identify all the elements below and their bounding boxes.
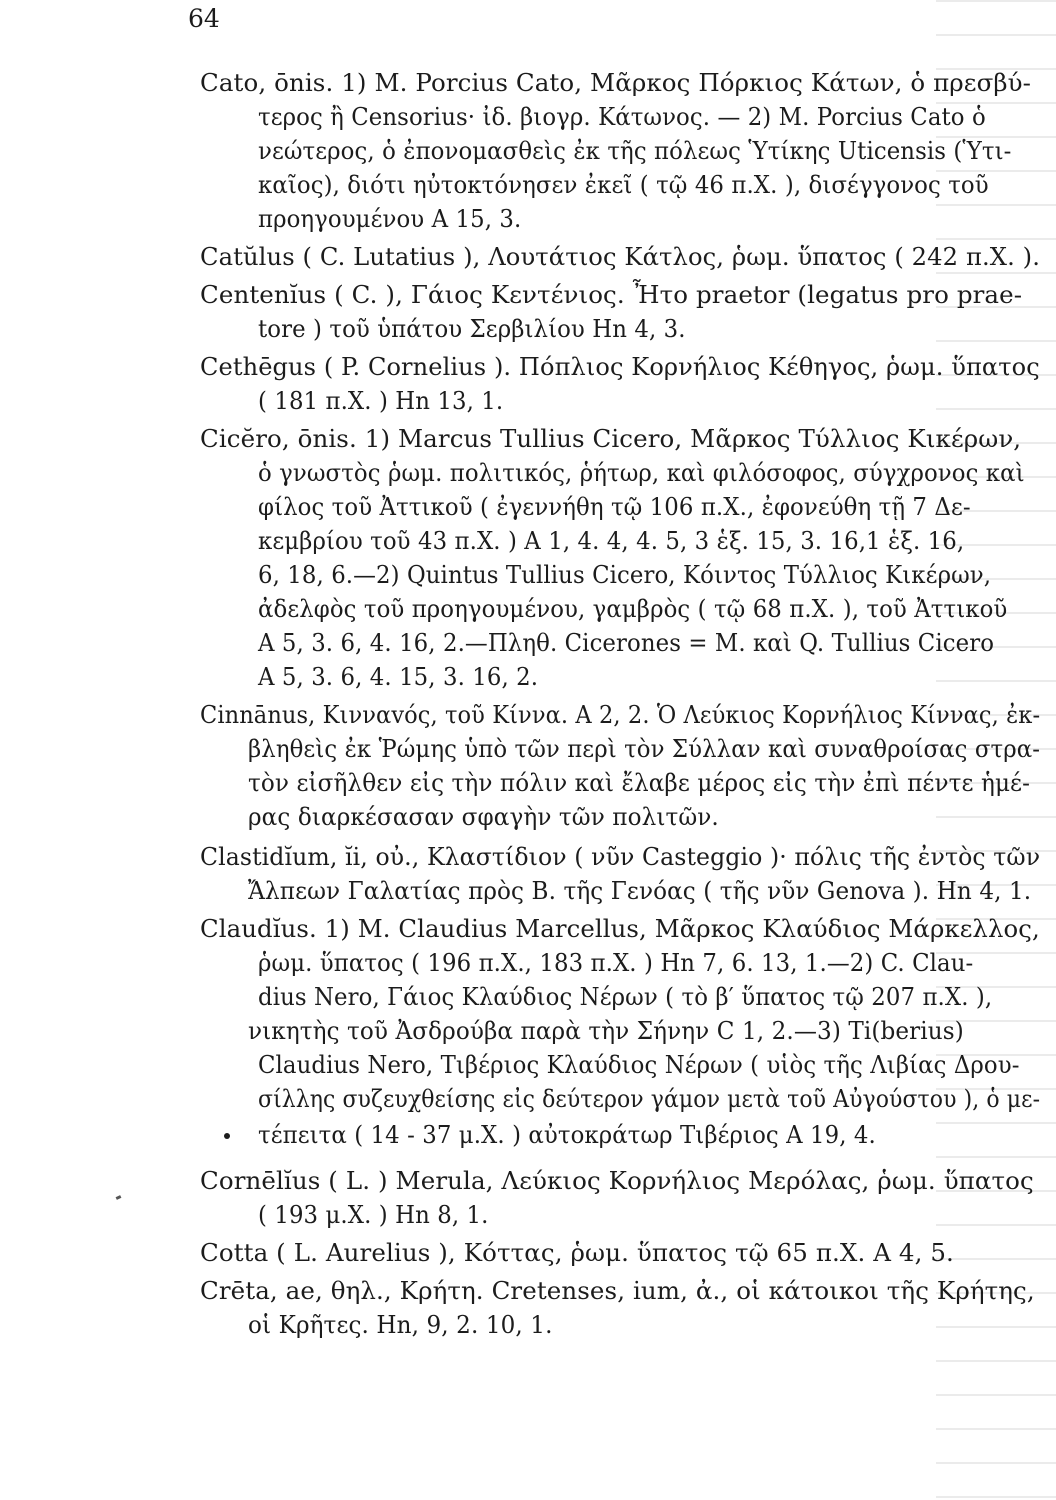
entry-claudius-line-3: dius Nero, Γάιος Κλαύδιος Νέρων ( τὸ β′ ὕπατος τῷ 207 π.Χ. ), — [258, 982, 993, 1011]
entry-claudius-line-6: σίλλης συζευχθείσης εἰς δεύτερον γάμον μετὰ τοῦ Αὐγούστου ), ὁ με- — [258, 1084, 1041, 1113]
entry-claudius-line-4: νικητὴς τοῦ Ἀσδρούβα παρὰ τὴν Σήνην C 1, 2.—3) Ti(berius) — [248, 1016, 964, 1045]
bleed-through-shadow — [936, 0, 1056, 1500]
entry-clastidium-line-2: Ἄλπεων Γαλατίας πρὸς B. τῆς Γενόας ( τῆς νῦν Genova ). Hn 4, 1. — [248, 876, 1032, 905]
entry-cato-line-3: νεώτερος, ὁ ἐπονομασθεὶς ἐκ τῆς πόλεως Ὑτίκης Uticensis (Ὑτι- — [258, 136, 1012, 165]
entry-catulus-line-1: Catŭlus ( C. Lutatius ), Λουτάτιος Κάτλος, ῥωμ. ὕπατος ( 242 π.Χ. ). — [200, 242, 1041, 271]
entry-claudius-line-5: Claudius Nero, Τιβέριος Κλαύδιος Νέρων ( υἱὸς τῆς Λιβίας Δρου- — [258, 1050, 1020, 1079]
entry-cethegus-line-1: Cethēgus ( P. Cornelius ). Πόπλιος Κορνήλιος Κέθηγος, ῥωμ. ὕπατος — [200, 352, 1040, 381]
entry-claudius-line-2: ῥωμ. ὕπατος ( 196 π.Χ., 183 π.Χ. ) Hn 7, 6. 13, 1.—2) C. Clau- — [258, 948, 974, 977]
entry-cinnanus-line-1: Cinnānus, Κινναvός, τοῦ Κίννα. A 2, 2. Ὁ Λεύκιος Κορνήλιος Κίννας, ἐκ- — [200, 700, 1041, 729]
entry-cinnanus-line-2: βληθεὶς ἐκ Ῥώμης ὑπὸ τῶν περὶ τὸν Σύλλαν καὶ συναθροίσας στρα- — [248, 734, 1041, 763]
entry-cornelius-line-1: Cornēlĭus ( L. ) Merula, Λεύκιος Κορνήλιος Μερόλας, ῥωμ. ὕπατος — [200, 1166, 1034, 1195]
entry-cato-line-5: προηγουμένου A 15, 3. — [258, 204, 522, 233]
entry-cinnanus-line-4: ρας διαρκέσασαν σφαγὴν τῶν πολιτῶν. — [248, 802, 719, 831]
entry-cicero-line-8: A 5, 3. 6, 4. 15, 3. 16, 2. — [258, 662, 539, 691]
entry-cicero-line-6: ἀδελφὸς τοῦ προηγουμένου, γαμβρὸς ( τῷ 68 π.Χ. ), τοῦ Ἀττικοῦ — [258, 594, 1008, 623]
entry-cicero-line-1: Cicĕro, ōnis. 1) Marcus Tullius Cicero, Μᾶρκος Τύλλιος Κικέρων, — [200, 424, 1022, 453]
entry-cethegus-line-2: ( 181 π.Χ. ) Hn 13, 1. — [258, 386, 504, 415]
entry-cicero-line-2: ὁ γνωστὸς ῥωμ. πολιτικός, ῥήτωρ, καὶ φιλόσοφος, σύγχρονος καὶ — [258, 458, 1025, 487]
entry-claudius-line-7: τέπειτα ( 14 - 37 μ.Χ. ) αὐτοκράτωρ Τιβέριος A 19, 4. — [258, 1120, 876, 1149]
entry-cato-line-4: καῖος), διότι ηὐτοκτόνησεν ἐκεῖ ( τῷ 46 π.Χ. ), δισέγγονος τοῦ — [258, 170, 989, 199]
entry-cato-line-1: Cato, ōnis. 1) M. Porcius Cato, Μᾶρκος Πόρκιος Κάτων, ὁ πρεσβύ- — [200, 68, 1032, 97]
entry-clastidium-line-1: Clastidĭum, ĭi, οὐ., Κλαστίδιον ( νῦν Casteggio )· πόλις τῆς ἐντὸς τῶν — [200, 842, 1041, 871]
entry-cato-line-2: τερος ἢ Censorius· ἰδ. βιογρ. Κάτωνος. — 2) M. Porcius Cato ὁ — [258, 102, 986, 131]
entry-cinnanus-line-3: τὸν εἰσῆλθεν εἰς τὴν πόλιν καὶ ἔλαβε μέρος εἰς τὴν ἐπὶ πέντε ἡμέ- — [248, 768, 1031, 797]
entry-cicero-line-7: A 5, 3. 6, 4. 16, 2.—Πληθ. Cicerones = M. καὶ Q. Tullius Cicero — [258, 628, 995, 657]
entry-claudius-line-1: Claudĭus. 1) M. Claudius Marcellus, Μᾶρκος Κλαύδιος Μάρκελλος, — [200, 914, 1040, 943]
entry-cornelius-line-2: ( 193 μ.Χ. ) Hn 8, 1. — [258, 1200, 489, 1229]
page-number: 64 — [188, 4, 220, 33]
entry-creta-line-1: Crēta, ae, θηλ., Κρήτη. Cretenses, ium, ἀ., οἱ κάτοικοι τῆς Κρήτης, — [200, 1276, 1035, 1305]
entry-cicero-line-4: κεμβρίου τοῦ 43 π.Χ. ) A 1, 4. 4, 4. 5, 3 ἑξ. 15, 3. 16,1 ἑξ. 16, — [258, 526, 965, 555]
ink-dot — [224, 1133, 230, 1139]
entry-cotta-line-1: Cotta ( L. Aurelius ), Κόττας, ῥωμ. ὕπατος τῷ 65 π.Χ. A 4, 5. — [200, 1238, 954, 1267]
entry-creta-line-2: οἱ Κρῆτες. Hn, 9, 2. 10, 1. — [248, 1310, 553, 1339]
entry-cicero-line-5: 6, 18, 6.—2) Quintus Tullius Cicero, Κόιντος Τύλλιος Κικέρων, — [258, 560, 992, 589]
entry-cicero-line-3: φίλος τοῦ Ἀττικοῦ ( ἐγεννήθη τῷ 106 π.Χ., ἐφονεύθη τῇ 7 Δε- — [258, 492, 971, 521]
entry-centenius-line-1: Centenĭus ( C. ), Γάιος Κεντένιος. Ἦτο praetor (legatus pro prae- — [200, 280, 1023, 309]
entry-centenius-line-2: tore ) τοῦ ὑπάτου Σερβιλίου Hn 4, 3. — [258, 314, 686, 343]
